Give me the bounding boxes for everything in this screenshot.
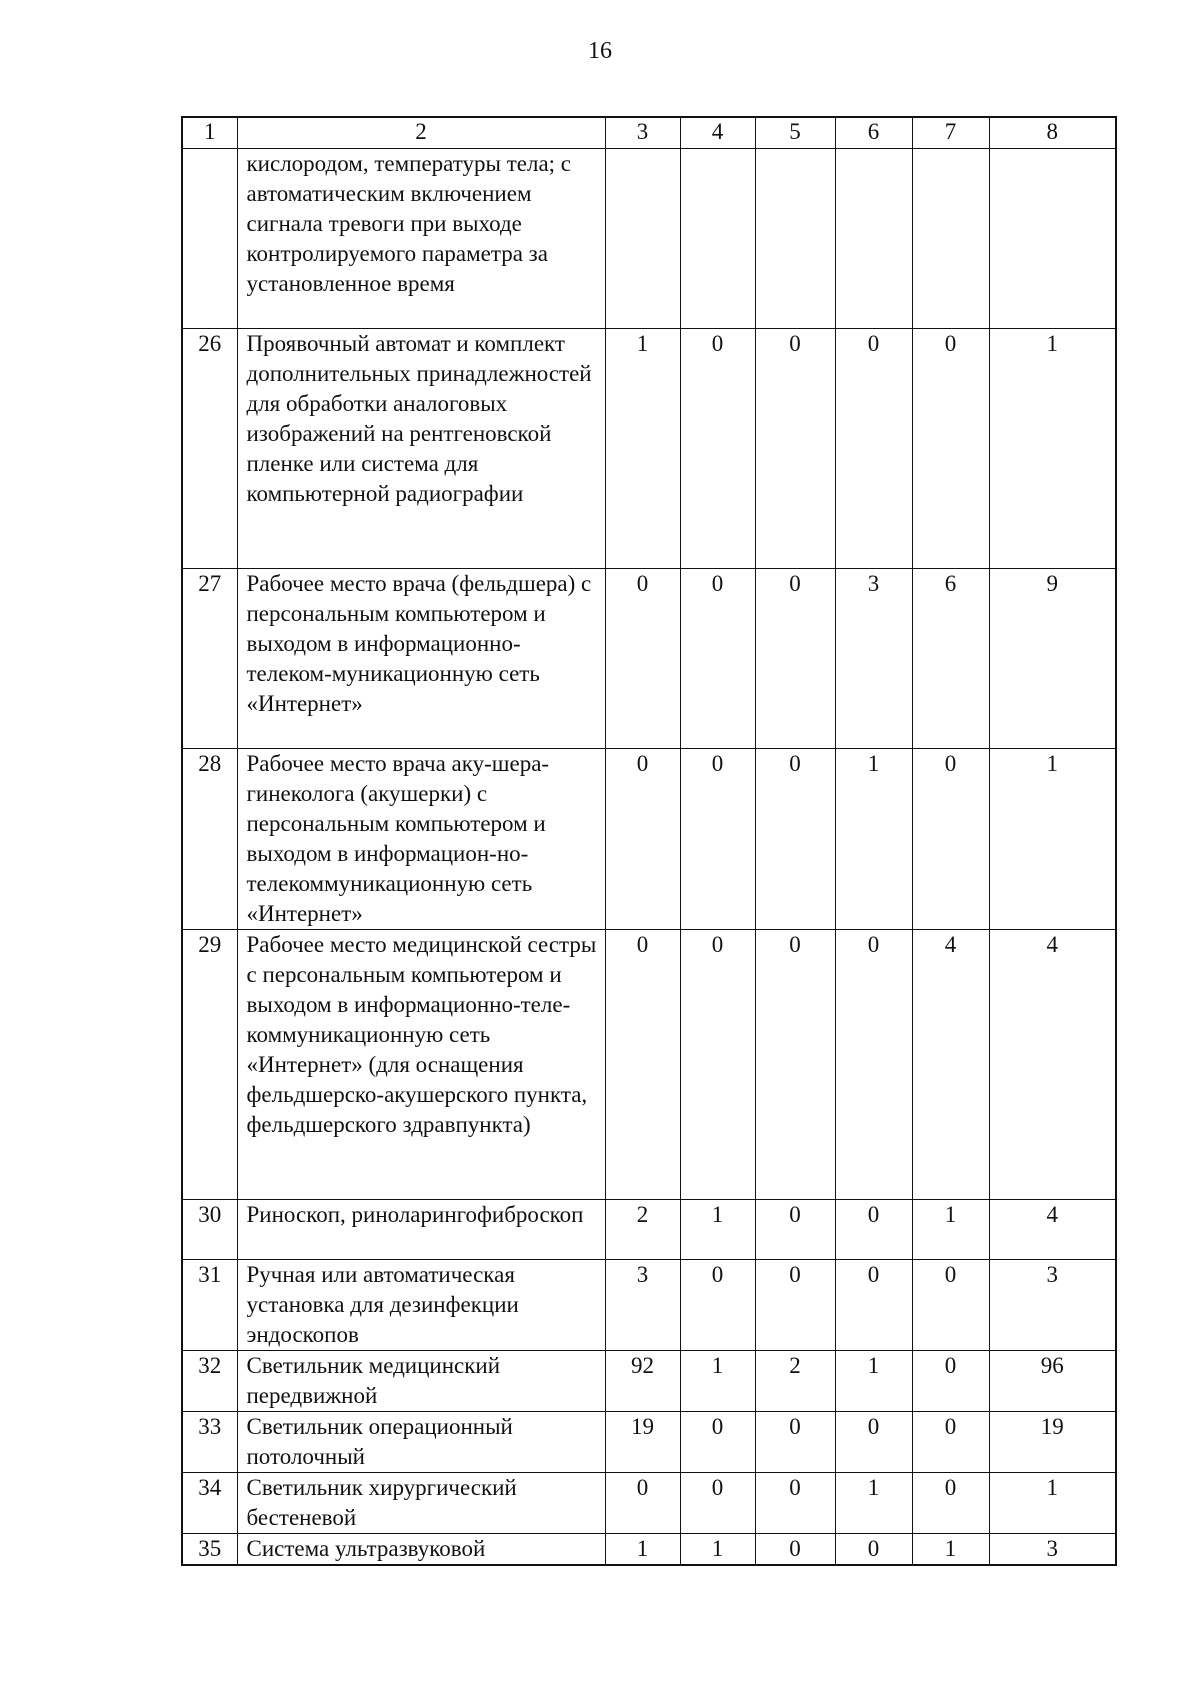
value-cell: 0 [835,1260,912,1351]
value-cell: 1 [835,749,912,930]
item-name-cell: Светильник медицинский передвижной [237,1351,605,1412]
column-number-row [182,117,1116,149]
value-cell: 0 [680,1412,755,1473]
table-row [182,1260,1116,1351]
item-name-cell: Светильник хирургический бестеневой [237,1473,605,1534]
value-cell: 0 [912,749,989,930]
value-cell: 4 [989,1200,1116,1260]
value-cell: 4 [989,930,1116,1200]
row-number-cell: 32 [182,1351,237,1412]
value-cell [755,149,835,329]
value-cell: 1 [989,1473,1116,1534]
value-cell: 3 [605,1260,680,1351]
value-cell [989,149,1116,329]
item-name-cell: Система ультразвуковой [237,1534,605,1566]
value-cell: 0 [755,1260,835,1351]
equipment-table [181,116,1117,1566]
table-row [182,569,1116,749]
value-cell: 0 [680,930,755,1200]
table-row [182,149,1116,329]
table-row [182,1473,1116,1534]
table-row [182,1534,1116,1566]
value-cell [605,149,680,329]
value-cell: 0 [912,1351,989,1412]
item-name-cell: кислородом, температуры тела; с автоматическим включением сигнала тревоги при выходе контролируемого параметра за установленное время [237,149,605,329]
value-cell: 19 [605,1412,680,1473]
value-cell: 1 [835,1351,912,1412]
item-name-cell: Ручная или автоматическая установка для дезинфекции эндоскопов [237,1260,605,1351]
value-cell: 0 [912,1473,989,1534]
value-cell: 1 [605,1534,680,1566]
row-number-cell: 29 [182,930,237,1200]
value-cell: 3 [835,569,912,749]
value-cell: 0 [755,749,835,930]
header-cell: 4 [680,117,755,149]
value-cell: 0 [680,1260,755,1351]
value-cell: 1 [680,1351,755,1412]
table-row [182,329,1116,569]
value-cell: 0 [680,1473,755,1534]
value-cell: 0 [835,1534,912,1566]
value-cell: 0 [835,1200,912,1260]
value-cell: 0 [912,1260,989,1351]
value-cell: 2 [605,1200,680,1260]
value-cell: 0 [755,1200,835,1260]
table-row [182,749,1116,930]
value-cell: 0 [680,569,755,749]
value-cell: 1 [989,749,1116,930]
value-cell: 0 [605,749,680,930]
row-number-cell: 27 [182,569,237,749]
value-cell: 0 [755,1473,835,1534]
value-cell: 1 [989,329,1116,569]
value-cell: 0 [680,749,755,930]
value-cell [680,149,755,329]
row-number-cell: 33 [182,1412,237,1473]
value-cell: 9 [989,569,1116,749]
value-cell: 92 [605,1351,680,1412]
row-number-cell: 34 [182,1473,237,1534]
table-row [182,1200,1116,1260]
row-number-cell: 35 [182,1534,237,1566]
header-cell: 1 [182,117,237,149]
item-name-cell: Риноскоп, риноларингофиброскоп [237,1200,605,1260]
value-cell: 19 [989,1412,1116,1473]
header-cell: 8 [989,117,1116,149]
value-cell: 0 [835,930,912,1200]
value-cell: 0 [605,930,680,1200]
value-cell: 0 [605,1473,680,1534]
header-cell: 2 [237,117,605,149]
value-cell: 96 [989,1351,1116,1412]
value-cell: 0 [755,1534,835,1566]
value-cell: 1 [912,1534,989,1566]
row-number-cell: 31 [182,1260,237,1351]
value-cell: 1 [835,1473,912,1534]
item-name-cell: Рабочее место врача аку-шера-гинеколога (акушерки) с персональным компьютером и выходом в информацион-но-телекоммуникационную сеть «Интернет» [237,749,605,930]
value-cell: 0 [755,1412,835,1473]
header-cell: 5 [755,117,835,149]
row-number-cell: 30 [182,1200,237,1260]
row-number-cell: 28 [182,749,237,930]
header-cell: 3 [605,117,680,149]
header-cell: 6 [835,117,912,149]
value-cell: 0 [605,569,680,749]
value-cell: 0 [835,1412,912,1473]
header-cell: 7 [912,117,989,149]
value-cell: 0 [680,329,755,569]
value-cell: 0 [912,1412,989,1473]
table-row [182,930,1116,1200]
value-cell: 1 [680,1534,755,1566]
value-cell: 0 [755,930,835,1200]
value-cell: 0 [755,569,835,749]
value-cell: 0 [835,329,912,569]
row-number-cell: 26 [182,329,237,569]
item-name-cell: Рабочее место медицинской сестры с персональным компьютером и выходом в информационно-теле-коммуникационную сеть «Интернет» (для оснащения фельдшерско-акушерского пункта, фельдшерского здравпункта) [237,930,605,1200]
value-cell: 1 [605,329,680,569]
value-cell: 1 [680,1200,755,1260]
value-cell: 3 [989,1534,1116,1566]
value-cell: 2 [755,1351,835,1412]
item-name-cell: Рабочее место врача (фельдшера) с персональным компьютером и выходом в информационно-телеком-муникационную сеть «Интернет» [237,569,605,749]
value-cell: 0 [912,329,989,569]
value-cell [835,149,912,329]
item-name-cell: Проявочный автомат и комплект дополнительных принадлежностей для обработки аналоговых изображений на рентгеновской пленке или система для компьютерной радиографии [237,329,605,569]
value-cell: 4 [912,930,989,1200]
value-cell: 3 [989,1260,1116,1351]
page-number: 16 [588,38,612,64]
value-cell: 0 [755,329,835,569]
row-number-cell [182,149,237,329]
value-cell: 6 [912,569,989,749]
value-cell [912,149,989,329]
value-cell: 1 [912,1200,989,1260]
item-name-cell: Светильник операционный потолочный [237,1412,605,1473]
table-row [182,1412,1116,1473]
table-row [182,1351,1116,1412]
